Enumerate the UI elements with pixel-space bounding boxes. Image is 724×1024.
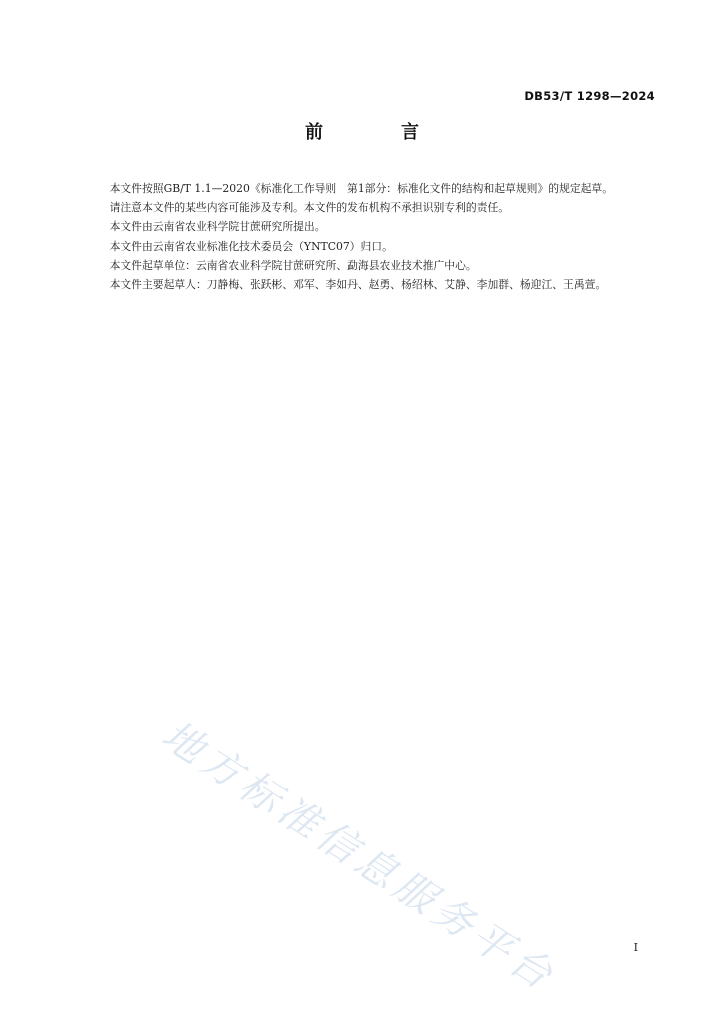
document-code: DB53/T 1298—2024: [524, 89, 655, 103]
paragraph-drafting-rules: 本文件按照GB/T 1.1—2020《标准化工作导则 第1部分：标准化文件的结构和起草规则》的规定起草。: [109, 182, 614, 195]
paragraph-proposer: 本文件由云南省农业科学院甘蔗研究所提出。: [109, 220, 326, 234]
paragraph-drafting-units: 本文件起草单位：云南省农业科学院甘蔗研究所、勐海县农业技术推广中心。: [109, 258, 477, 272]
paragraph-main-drafters: 本文件主要起草人：刀静梅、张跃彬、邓军、李如丹、赵勇、杨绍林、艾静、李加群、杨迎江、王禹萱。: [109, 278, 607, 292]
page-number: I: [633, 941, 638, 954]
watermark: 地方标准信息服务平台: [153, 712, 565, 1002]
foreword-body: [88, 179, 654, 294]
paragraph-administrator: 本文件由云南省农业标准化技术委员会（YNTC07）归口。: [109, 239, 393, 253]
paragraph-patent-notice: 请注意本文件的某些内容可能涉及专利。本文件的发布机构不承担识别专利的责任。: [109, 201, 510, 215]
page-title: 前 言: [305, 122, 449, 143]
